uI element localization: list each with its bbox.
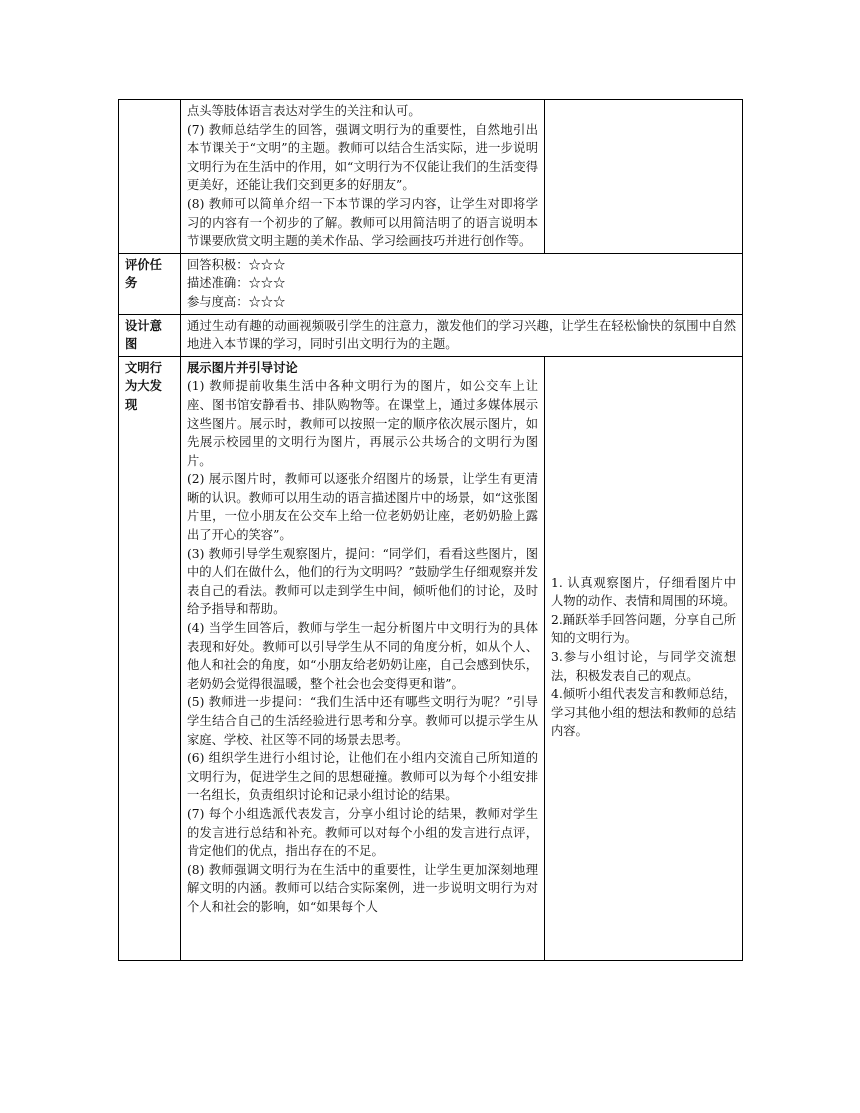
evaluation-item: 参与度高：☆☆☆ (187, 294, 286, 309)
continuation-paragraph: (7) 教师总结学生的回答，强调文明行为的重要性，自然地引出本节课关于“文明”的主题。教师可以结合生活实际，进一步说明文明行为在生活中的作用，如“文明行为不仅能让我们的生活变得更美好，还能让我们交到更多的好朋友”。 (187, 122, 538, 193)
discovery-paragraph: (4) 当学生回答后，教师与学生一起分析图片中文明行为的具体表现和好处。教师可以引导学生从不同的角度分析，如从个人、他人和社会的角度，如“小朋友给老奶奶让座，自己会感到快乐，老奶奶会觉得很温暖，整个社会也会变得更和谐”。 (187, 621, 538, 691)
continuation-paragraph: 点头等肢体语言表达对学生的关注和认可。 (187, 104, 421, 118)
continuation-row (119, 100, 743, 254)
discovery-heading: 展示图片并引导讨论 (187, 360, 298, 375)
design-intent-label: 设计意图 (119, 314, 181, 356)
continuation-content-cell (181, 100, 545, 254)
continuation-activity-cell (545, 100, 743, 254)
discovery-paragraph: (5) 教师进一步提问：“我们生活中还有哪些文明行为呢？”引导学生结合自己的生活经验进行思考和分享。教师可以提示学生从家庭、学校、社区等不同的场景去思考。 (187, 695, 538, 747)
discovery-paragraph: (3) 教师引导学生观察图片，提问：“同学们，看看这些图片，图中的人们在做什么，他们的行为文明吗？”鼓励学生仔细观察并发表自己的看法。教师可以走到学生中间，倾听他们的讨论，及时给予指导和帮助。 (187, 546, 538, 617)
discovery-paragraph: (8) 教师强调文明行为在生活中的重要性，让学生更加深刻地理解文明的内涵。教师可以结合实际案例，进一步说明文明行为对个人和社会的影响，如“如果每个人 (187, 862, 538, 914)
discovery-paragraph: (1) 教师提前收集生活中各种文明行为的图片，如公交车上让座、图书馆安静看书、排队购物等。在课堂上，通过多媒体展示这些图片。展示时，教师可以按照一定的顺序依次展示图片，如先展示校园里的文明行为图片，再展示公共场合的文明行为图片。 (187, 379, 538, 468)
continuation-label-cell (119, 100, 181, 254)
discovery-paragraph: (7) 每个小组选派代表发言，分享小组讨论的结果，教师对学生的发言进行总结和补充。教师可以对每个小组的发言进行点评，肯定他们的优点，指出存在的不足。 (187, 806, 538, 859)
evaluation-row (119, 253, 743, 314)
evaluation-content-cell (181, 253, 743, 314)
discovery-paragraph: (2) 展示图片时，教师可以逐张介绍图片的场景，让学生有更清晰的认识。教师可以用生动的语言描述图片中的场景，如“这张图片里，一位小朋友在公交车上给一位老奶奶让座，老奶奶脸上露出了开心的笑容”。 (187, 472, 538, 543)
lesson-plan-table (118, 99, 743, 961)
design-intent-content-cell (181, 314, 743, 356)
discovery-label: 文明行为大发现 (119, 356, 181, 960)
design-intent-row (119, 314, 743, 356)
discovery-paragraph: (6) 组织学生进行小组讨论，让他们在小组内交流自己所知道的文明行为，促进学生之间的思想碰撞。教师可以为每个小组安排一名组长，负责组织讨论和记录小组讨论的结果。 (187, 751, 538, 803)
discovery-row (119, 356, 743, 960)
student-activity-item: 3.参与小组讨论，与同学交流想法，积极发表自己的观点。 (551, 649, 736, 683)
discovery-activity-cell (545, 356, 743, 960)
evaluation-item: 描述准确：☆☆☆ (187, 276, 286, 291)
evaluation-item: 回答积极：☆☆☆ (187, 257, 286, 272)
evaluation-label: 评价任务 (119, 253, 181, 314)
continuation-paragraph: (8) 教师可以简单介绍一下本节课的学习内容，让学生对即将学习的内容有一个初步的了解。教师可以用简洁明了的语言说明本节课要欣赏文明主题的美术作品、学习绘画技巧并进行创作等。 (187, 196, 538, 249)
student-activity-item: 4.倾听小组代表发言和教师总结，学习其他小组的想法和教师的总结内容。 (551, 687, 736, 739)
discovery-content-cell (181, 356, 545, 960)
student-activity-item: 2.踊跃举手回答问题，分享自己所知的文明行为。 (551, 612, 736, 646)
design-intent-text: 通过生动有趣的动画视频吸引学生的注意力，激发他们的学习兴趣，让学生在轻松愉快的氛围中自然地进入本节课的学习，同时引出文明行为的主题。 (187, 318, 736, 352)
student-activity-item: 1. 认真观察图片，仔细看图片中人物的动作、表情和周围的环境。 (551, 575, 736, 609)
